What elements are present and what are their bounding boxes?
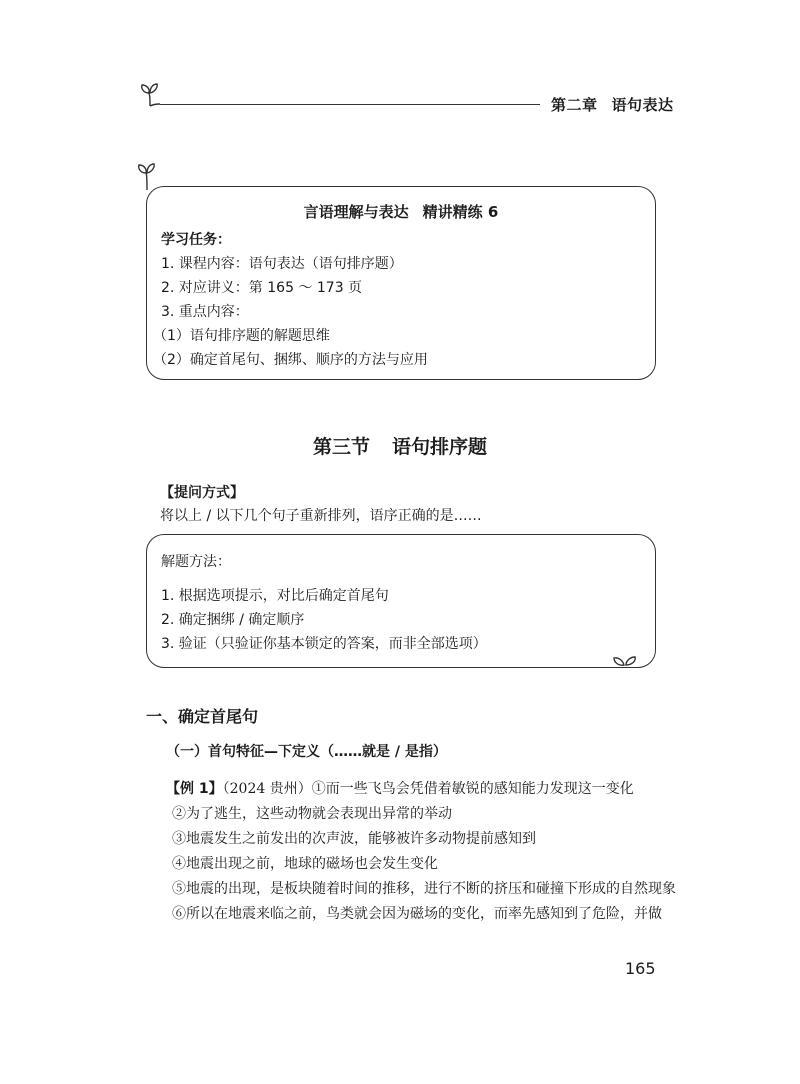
chapter-title: 语句表达 bbox=[611, 96, 674, 114]
section-number: 第三节 bbox=[312, 436, 370, 458]
example-item: ①而一些飞鸟会凭借着敏锐的感知能力发现这一变化 bbox=[311, 781, 634, 797]
chapter-heading bbox=[551, 94, 674, 115]
section-title bbox=[0, 432, 800, 459]
task-label: 学习任务： bbox=[161, 232, 231, 248]
section-name: 语句排序题 bbox=[392, 436, 488, 458]
heading-level-2: （一）首句特征—下定义（……就是 / 是指） bbox=[166, 744, 447, 760]
task-line: 2. 对应讲义：第 165 ～ 173 页 bbox=[161, 280, 363, 296]
page-number: 165 bbox=[625, 959, 656, 978]
question-format-text: 将以上 / 以下几个句子重新排列，语序正确的是…… bbox=[160, 508, 482, 524]
task-box-title bbox=[147, 201, 655, 222]
example-item: ⑥所以在地震来临之前，鸟类就会因为磁场的变化，而率先感知到了危险，并做 bbox=[172, 906, 662, 922]
task-line: 3. 重点内容： bbox=[161, 304, 249, 320]
question-format-label: 【提问方式】 bbox=[160, 485, 244, 501]
task-box-title-main: 言语理解与表达 bbox=[303, 203, 409, 221]
learning-task-box bbox=[146, 186, 656, 380]
method-line: 2. 确定捆绑 / 确定顺序 bbox=[161, 612, 305, 628]
example-item: ④地震出现之前，地球的磁场也会发生变化 bbox=[172, 856, 438, 872]
task-line: 1. 课程内容：语句表达（语句排序题） bbox=[161, 256, 403, 272]
example-line bbox=[166, 778, 634, 798]
example-item: ②为了逃生，这些动物就会表现出异常的举动 bbox=[172, 806, 452, 822]
example-item: ⑤地震的出现，是板块随着时间的推移，进行不断的挤压和碰撞下形成的自然现象 bbox=[172, 881, 676, 897]
method-line: 3. 验证（只验证你基本锁定的答案，而非全部选项） bbox=[161, 636, 487, 652]
example-label: 【例 1】 bbox=[166, 781, 223, 797]
task-line: （1）语句排序题的解题思维 bbox=[153, 328, 330, 344]
method-label: 解题方法： bbox=[161, 554, 231, 570]
task-line: （2）确定首尾句、捆绑、顺序的方法与应用 bbox=[153, 352, 428, 368]
example-item: ③地震发生之前发出的次声波，能够被许多动物提前感知到 bbox=[172, 831, 536, 847]
heading-level-1: 一、确定首尾句 bbox=[146, 707, 259, 726]
example-source: （2024 贵州） bbox=[222, 781, 312, 797]
task-box-title-sub: 精讲精练 6 bbox=[422, 203, 499, 221]
header-divider bbox=[160, 104, 540, 105]
method-line: 1. 根据选项提示，对比后确定首尾句 bbox=[161, 588, 389, 604]
sprout-icon bbox=[612, 652, 638, 668]
chapter-number: 第二章 bbox=[551, 96, 598, 114]
method-box bbox=[146, 534, 656, 668]
